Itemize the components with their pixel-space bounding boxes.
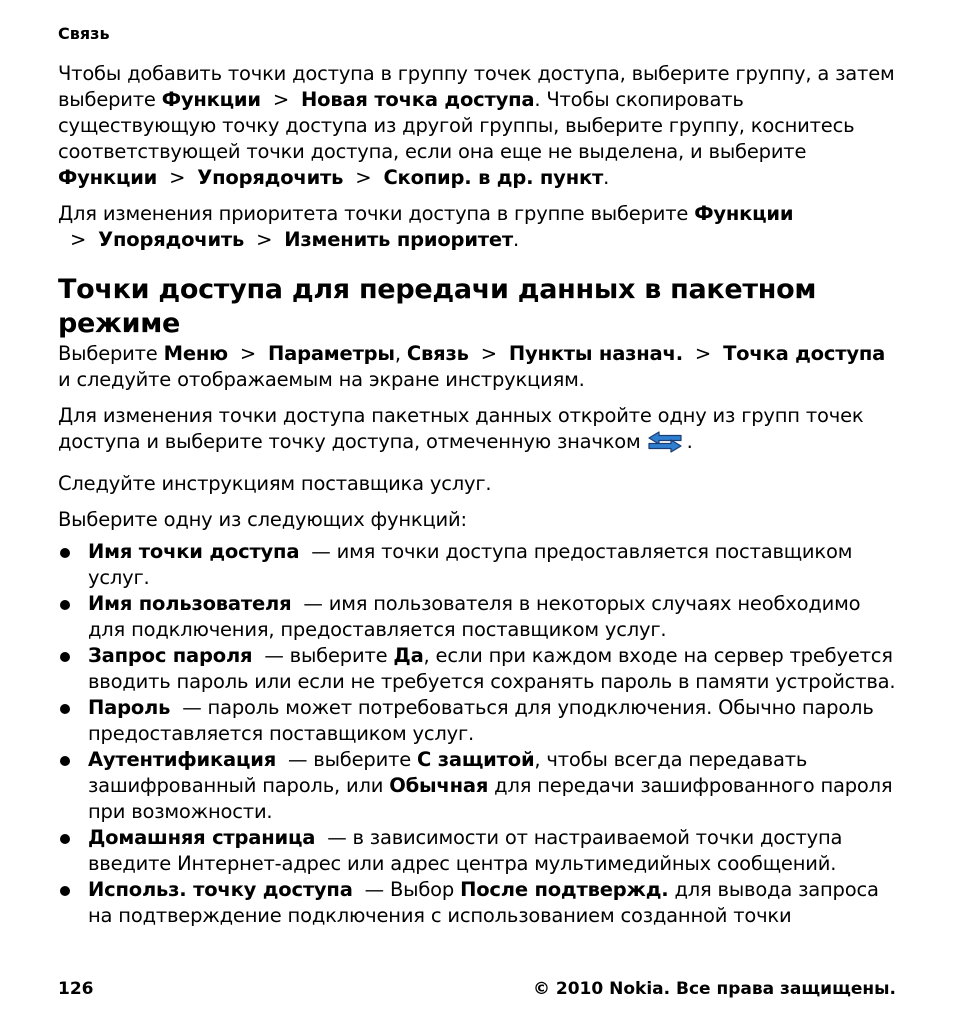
copyright-notice: © 2010 Nokia. Все права защищены. xyxy=(532,979,896,999)
option-value: С защитой xyxy=(417,748,535,771)
option-value: После подтвержд. xyxy=(460,878,669,901)
packet-data-arrows-icon xyxy=(645,430,685,461)
menu-path-functions: Функции xyxy=(694,202,794,225)
paragraph-follow-instructions: Следуйте инструкциям поставщика услуг. xyxy=(58,472,492,495)
menu-path-destinations: Пункты назнач. xyxy=(508,342,683,365)
menu-path-new-access-point: Новая точка доступа xyxy=(301,88,535,111)
menu-path-settings: Параметры xyxy=(268,342,395,365)
paragraph-change-priority: Для изменения приоритета точки доступа в группе выберите Функции > Упорядочить > Изменить приоритет. xyxy=(58,202,794,251)
menu-path-access-point: Точка доступа xyxy=(723,342,886,365)
list-item: Пароль — пароль может потребоваться для уподключения. Обычно пароль предоставляется поставщиком услуг. xyxy=(58,695,900,747)
list-item: Запрос пароля — выберите Да, если при каждом входе на сервер требуется вводить пароль или если не требуется сохранять пароль в памяти устройства. xyxy=(58,643,900,695)
menu-path-functions: Функции xyxy=(161,88,261,111)
paragraph-menu-path: Выберите Меню > Параметры, Связь > Пункты назнач. > Точка доступа и следуйте отображаемым на экране инструкциям. xyxy=(58,342,886,391)
option-name: Запрос пароля xyxy=(88,644,253,667)
menu-path-connectivity: Связь xyxy=(406,342,469,365)
list-item: Аутентификация — выберите С защитой, чтобы всегда передавать зашифрованный пароль, или Обычная для передачи зашифрованного пароля при возможности. xyxy=(58,747,900,825)
menu-path-organize: Упорядочить xyxy=(98,228,245,251)
list-item: Имя пользователя — имя пользователя в некоторых случаях необходимо для подключения, предоставляется поставщиком услуг. xyxy=(58,591,900,643)
option-name: Использ. точку доступа xyxy=(88,878,353,901)
option-name: Имя точки доступа xyxy=(88,540,300,563)
option-name: Пароль xyxy=(88,696,171,719)
paragraph-select-option: Выберите одну из следующих функций: xyxy=(58,508,467,531)
section-label: Связь xyxy=(58,24,110,43)
list-item: Имя точки доступа — имя точки доступа предоставляется поставщиком услуг. xyxy=(58,539,900,591)
paragraph-add-access-points: Чтобы добавить точки доступа в группу точек доступа, выберите группу, а затем выберите Функции > Новая точка доступа. Чтобы скопировать существующую точку доступа из другой группы, выберите группу, коснитесь соответствующей точки доступа, если она еще не выделена, и выберите Функции > Упорядочить > Скопир. в др. пункт. xyxy=(58,62,895,189)
list-item: Домашняя страница — в зависимости от настраиваемой точки доступа введите Интернет-адрес или адрес центра мультимедийных сообщений. xyxy=(58,825,900,877)
menu-path-copy: Скопир. в др. пункт xyxy=(383,166,604,189)
option-value: Обычная xyxy=(389,774,489,797)
menu-path-change-priority: Изменить приоритет xyxy=(284,228,514,251)
list-item: Использ. точку доступа — Выбор После подтвержд. для вывода запроса на подтверждение подключения с использованием созданной точки xyxy=(58,877,900,929)
section-heading: Точки доступа для передачи данных в пакетном режиме xyxy=(58,274,817,339)
page-content xyxy=(58,61,900,929)
menu-path-organize: Упорядочить xyxy=(197,166,344,189)
page-number: 126 xyxy=(58,979,94,999)
menu-path-menu: Меню xyxy=(163,342,228,365)
menu-path-functions: Функции xyxy=(58,166,158,189)
options-list xyxy=(58,539,900,929)
option-name: Домашняя страница xyxy=(88,826,316,849)
option-name: Имя пользователя xyxy=(88,592,292,615)
option-name: Аутентификация xyxy=(88,748,277,771)
paragraph-edit-packet-ap: Для изменения точки доступа пакетных данных откройте одну из групп точек доступа и выберите точку доступа, отмеченную значком . xyxy=(58,403,900,461)
option-value: Да xyxy=(393,644,424,667)
